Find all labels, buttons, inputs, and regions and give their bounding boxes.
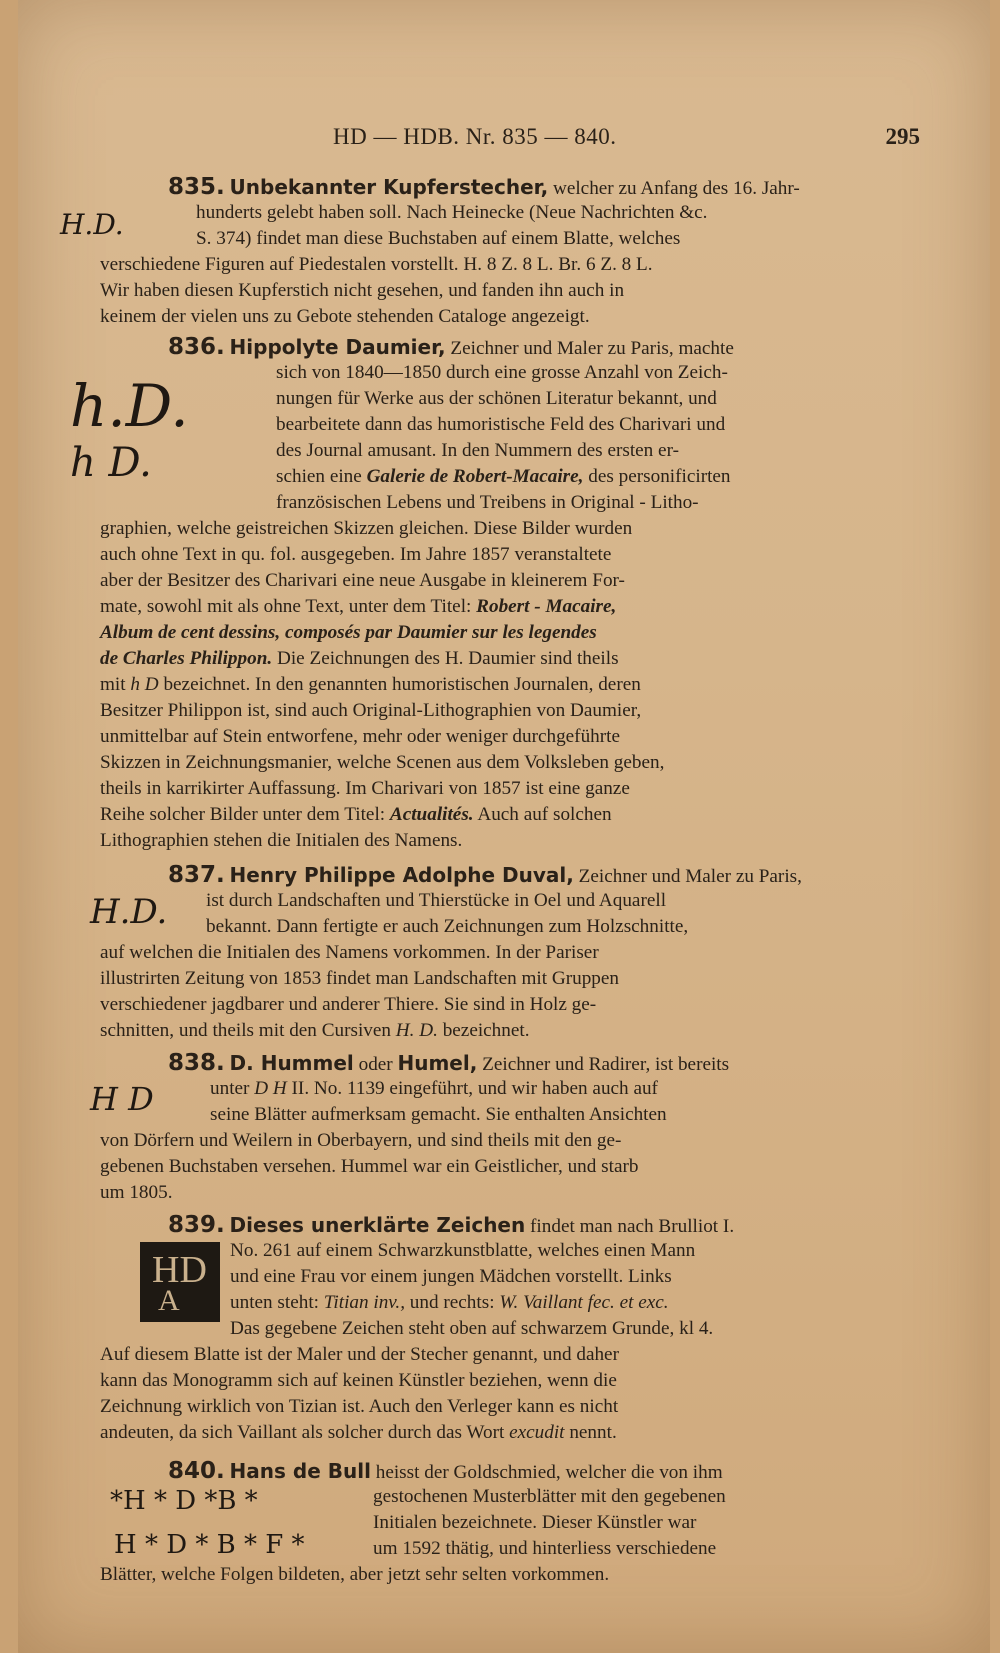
text-line: seine Blätter aufmerksam gemacht. Sie enthalten Ansichten [210, 1104, 667, 1125]
text-line: Reihe solcher Bilder unter dem Titel: [100, 804, 390, 825]
text-line: Zeichner und Maler zu Paris, machte [445, 338, 734, 359]
text-line: Skizzen in Zeichnungsmanier, welche Scenen aus dem Volksleben geben, [100, 752, 665, 773]
text-line: No. 261 auf einem Schwarzkunstblatte, welches einen Mann [230, 1240, 696, 1261]
text-line: gebenen Buchstaben versehen. Hummel war ein Geistlicher, und starb [100, 1156, 639, 1177]
text-line: französischen Lebens und Treibens in Original - Litho- [276, 492, 699, 513]
text-line: mate, sowohl mit als ohne Text, unter dem Titel: [100, 596, 477, 617]
text-line: bezeichnet. In den genannten humoristischen Journalen, deren [158, 674, 641, 695]
text-line: mit [100, 674, 131, 695]
monogram-hd: H.D. [60, 208, 124, 241]
text-line: schien eine [276, 466, 367, 487]
entry-name: Henry Philippe Adolphe Duval, [229, 863, 574, 887]
text-line: Das gegebene Zeichen steht oben auf schwarzem Grunde, kl 4. [230, 1318, 714, 1339]
italic-text: W. Vaillant fec. et exc. [499, 1292, 669, 1313]
text-line: unter [210, 1078, 255, 1099]
running-head: HD — HDB. Nr. 835 — 840. [333, 124, 617, 149]
text-line: verschiedener jagdbarer und anderer Thiere. Sie sind in Holz ge- [100, 994, 597, 1015]
text-line: nennt. [564, 1422, 617, 1443]
text-line: um 1805. [100, 1182, 173, 1203]
text-line: bearbeitete dann das humoristische Feld des Charivari und [276, 414, 726, 435]
italic-initials: H. D. [395, 1020, 438, 1041]
text-line: aber der Besitzer des Charivari eine neue Ausgabe in kleinerem For- [100, 570, 625, 591]
title-italic: Actualités. [389, 804, 474, 825]
text-line: oder [353, 1054, 398, 1075]
monogram-hdbf: H * D * B * F * [114, 1530, 305, 1560]
monogram-black-box [140, 1242, 220, 1322]
monogram-hd-large: h.D. [70, 372, 189, 440]
page-number: 295 [885, 124, 920, 149]
text-line: nungen für Werke aus der schönen Literatur bekannt, und [276, 388, 717, 409]
title-italic: Robert - Macaire, [476, 596, 617, 617]
text-line: Die Zeichnungen des H. Daumier sind theils [272, 648, 619, 669]
monogram-a: A [158, 1284, 180, 1317]
text-line: kann das Monogramm sich auf keinen Künstler beziehen, wenn die [100, 1370, 617, 1391]
title-italic: Album de cent dessins, composés par Daumier sur les legendes [100, 622, 597, 643]
monogram-hd: HD [152, 1249, 207, 1291]
entry-name: Humel, [397, 1051, 478, 1075]
title-italic: Galerie de Robert-Macaire, [366, 466, 584, 487]
text-line: heisst der Goldschmied, welcher die von ihm [370, 1462, 723, 1483]
text-line: schnitten, und theils mit den Cursiven [100, 1020, 396, 1041]
text-line: Blätter, welche Folgen bildeten, aber jetzt sehr selten vorkommen. [100, 1564, 610, 1585]
text-line: auch ohne Text in qu. fol. ausgegeben. Im Jahre 1857 veranstaltete [100, 544, 612, 565]
entry-number: 838. [168, 1050, 225, 1076]
text-line: sich von 1840—1850 durch eine grosse Anzahl von Zeich- [276, 362, 728, 383]
text-line: gestochenen Musterblätter mit den gegebenen [373, 1486, 726, 1507]
text-line: des Journal amusant. In den Nummern des ersten er- [276, 440, 679, 461]
text-line: verschiedene Figuren auf Piedestalen vorstellt. H. 8 Z. 8 L. Br. 6 Z. 8 L. [100, 254, 653, 275]
text-line: illustrirten Zeitung von 1853 findet man Landschaften mit Gruppen [100, 968, 620, 989]
italic-text: Titian inv., [323, 1292, 405, 1313]
text-line: Besitzer Philippon ist, sind auch Original-Lithographien von Daumier, [100, 700, 642, 721]
text-line: Auch auf solchen [473, 804, 612, 825]
text-line: andeuten, da sich Vaillant als solcher durch das Wort [100, 1422, 510, 1443]
text-line: Zeichner und Radirer, ist bereits [477, 1054, 730, 1075]
entry-number: 836. [168, 334, 225, 360]
text-line: und eine Frau vor einem jungen Mädchen vorstellt. Links [230, 1266, 672, 1287]
text-line: auf welchen die Initialen des Namens vorkommen. In der Pariser [100, 942, 599, 963]
text-line: Zeichner und Maler zu Paris, [573, 866, 802, 887]
text-line: ist durch Landschaften und Thierstücke in Oel und Aquarell [206, 890, 667, 911]
text-line: theils in karrikirter Auffassung. Im Charivari von 1857 ist eine ganze [100, 778, 630, 799]
monogram-hd: H.D. [90, 892, 168, 932]
italic-initials: h D [130, 674, 159, 695]
text-line: graphien, welche geistreichen Skizzen gleichen. Diese Bilder wurden [100, 518, 633, 539]
text-line: des personificirten [583, 466, 731, 487]
page-header [18, 124, 990, 154]
text-line: von Dörfern und Weilern in Oberbayern, und sind theils mit den ge- [100, 1130, 622, 1151]
text-line: unten steht: [230, 1292, 324, 1313]
text-line: hunderts gelebt haben soll. Nach Heinecke (Neue Nachrichten &c. [196, 202, 708, 223]
entry-number: 835. [168, 174, 225, 200]
entry-name: Dieses unerklärte Zeichen [229, 1213, 526, 1237]
text-line: Initialen bezeichnete. Dieser Künstler war [373, 1512, 697, 1533]
text-line: um 1592 thätig, und hinterliess verschiedene [373, 1538, 717, 1559]
text-line: welcher zu Anfang des 16. Jahr- [548, 178, 800, 199]
text-line: unmittelbar auf Stein entworfene, mehr oder weniger durchgeführte [100, 726, 620, 747]
monogram-hd: H D [90, 1080, 154, 1118]
text-line: Wir haben diesen Kupferstich nicht gesehen, und fanden ihn auch in [100, 280, 625, 301]
text-line: findet man nach Brulliot I. [525, 1216, 735, 1237]
monogram-hdb: *H * D *B * [110, 1486, 258, 1516]
italic-text: excudit [509, 1422, 565, 1443]
entry-number: 839. [168, 1212, 225, 1238]
entry-name: Hippolyte Daumier, [229, 335, 446, 359]
entry-name-prefix: D. Hummel [229, 1051, 354, 1075]
book-page [18, 0, 990, 1653]
text-line: bezeichnet. [437, 1020, 530, 1041]
text-line: Auf diesem Blatte ist der Maler und der Stecher genannt, und daher [100, 1344, 619, 1365]
text-line: und rechts: [405, 1292, 500, 1313]
entry-name: Unbekannter Kupferstecher, [229, 175, 549, 199]
text-line: II. No. 1139 eingeführt, und wir haben auch auf [286, 1078, 658, 1099]
text-line: Zeichnung wirklich von Tizian ist. Auch den Verleger kann es nicht [100, 1396, 619, 1417]
entry-number: 840. [168, 1458, 225, 1484]
entry-number: 837. [168, 862, 225, 888]
title-italic: de Charles Philippon. [100, 648, 273, 669]
text-line: Lithographien stehen die Initialen des Namens. [100, 830, 463, 851]
text-line: keinem der vielen uns zu Gebote stehenden Cataloge angezeigt. [100, 306, 590, 327]
text-line: S. 374) findet man diese Buchstaben auf einem Blatte, welches [196, 228, 681, 249]
italic-initials: D H [254, 1078, 287, 1099]
text-line: bekannt. Dann fertigte er auch Zeichnungen zum Holzschnitte, [206, 916, 689, 937]
entry-name: Hans de Bull [229, 1459, 371, 1483]
monogram-hd-small: h D. [70, 440, 152, 486]
